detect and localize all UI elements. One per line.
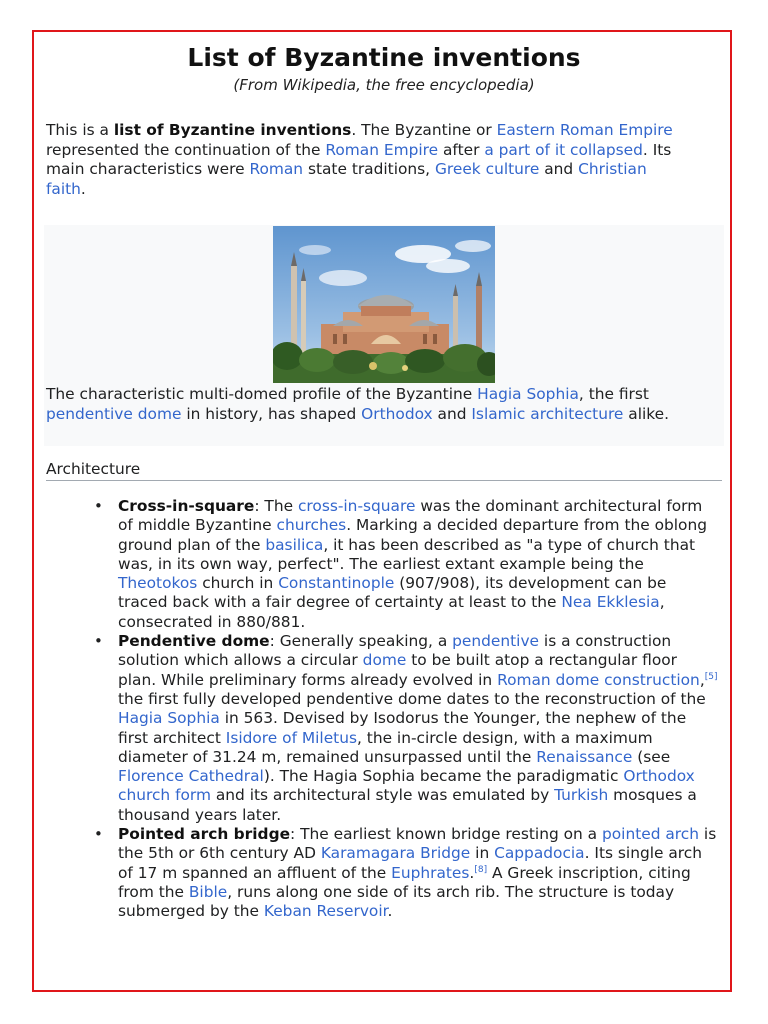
- link-pendentive-dome[interactable]: pendentive dome: [46, 405, 182, 424]
- link-turkish[interactable]: Turkish: [554, 786, 609, 805]
- link-christian-faith[interactable]: Christian faith: [46, 160, 647, 198]
- intro-bold-term: list of Byzantine inventions: [113, 121, 352, 139]
- link-renaissance[interactable]: Renaissance: [536, 747, 633, 766]
- intro-paragraph: This is a list of Byzantine inventions. The Byzantine or Eastern Roman Empire represented the continuation of the Roman Empire after a part of it collapsed. Its main characteristics were Roman state traditions, Greek culture and Christian faith.: [46, 121, 673, 198]
- link-constantinople[interactable]: Constantinople: [278, 574, 395, 593]
- link-hagia-sophia-2[interactable]: Hagia Sophia: [118, 709, 220, 728]
- hagia-sophia-photo[interactable]: [273, 226, 495, 383]
- bullet-icon: •: [94, 825, 103, 844]
- link-dome[interactable]: dome: [362, 651, 407, 670]
- link-roman[interactable]: Roman: [249, 160, 304, 179]
- link-hagia-sophia[interactable]: Hagia Sophia: [477, 385, 579, 403]
- link-isidore-of-miletus[interactable]: Isidore of Miletus: [225, 728, 357, 747]
- reference-link-5[interactable]: [5]: [704, 671, 718, 682]
- link-part-collapsed[interactable]: a part of it collapsed: [484, 140, 643, 159]
- link-cross-in-square[interactable]: cross-in-square: [297, 497, 416, 515]
- item-term: Pointed arch bridge: [118, 825, 291, 844]
- link-eastern-roman-empire[interactable]: Eastern Roman Empire: [496, 121, 673, 139]
- link-pendentive[interactable]: pendentive: [452, 632, 540, 651]
- bullet-icon: •: [94, 632, 103, 651]
- link-roman-dome-construction[interactable]: Roman dome construction: [497, 670, 700, 689]
- page-subtitle: (From Wikipedia, the free encyclopedia): [233, 76, 535, 94]
- page-title: List of Byzantine inventions: [187, 43, 581, 72]
- bullet-icon: •: [94, 497, 103, 515]
- list-item-pendentive-dome: • Pendentive dome: Generally speaking, a pendentive is a construction solution which allows a circular dome to be built atop a rectangular floor plan. While preliminary forms already evolved in Roman dome construction,[5] the first fully developed pendentive dome dates to the reconstruction of the Hagia Sophia in 563. Devised by Isodorus the Younger, the nephew of the first architect Isidore of Miletus, the in-circle design, with a maximum diameter of 31.24 m, remained unsurpassed until the Renaissance (see Florence Cathedral). The Hagia Sophia became the paradigmatic Orthodox church form and its architectural style was emulated by Turkish mosques a thousand years later.: [94, 632, 718, 824]
- inventions-list: [46, 497, 718, 922]
- section-heading-architecture: Architecture: [46, 459, 722, 481]
- link-churches[interactable]: churches: [276, 516, 347, 535]
- link-basilica[interactable]: basilica: [265, 535, 324, 554]
- link-nea-ekklesia[interactable]: Nea Ekklesia: [561, 593, 660, 612]
- list-item-cross-in-square: • Cross-in-square: The cross-in-square was the dominant architectural form of middle Byzantine churches. Marking a decided departure from the oblong ground plan of the basilica, it has been described as "a type of church that was, in its own way, perfect". The earliest extant example being the Theotokos church in Constantinople (907/908), its development can be traced back with a fair degree of certainty at least to the Nea Ekklesia, consecrated in 880/881.: [94, 497, 707, 631]
- link-greek-culture[interactable]: Greek culture: [434, 160, 540, 179]
- link-bible[interactable]: Bible: [188, 882, 228, 901]
- link-orthodox[interactable]: Orthodox: [361, 405, 433, 424]
- list-item-pointed-arch-bridge: • Pointed arch bridge: The earliest known bridge resting on a pointed arch is the 5th or 6th century AD Karamagara Bridge in Cappadocia. Its single arch of 17 m spanned an affluent of the Euphrates.[8] A Greek inscription, citing from the Bible, runs along one side of its arch rib. The structure is today submerged by the Keban Reservoir.: [94, 825, 717, 921]
- figure-caption: The characteristic multi-domed profile of the Byzantine Hagia Sophia, the first pendentive dome in history, has shaped Orthodox and Islamic architecture alike.: [46, 385, 670, 424]
- link-cappadocia[interactable]: Cappadocia: [494, 844, 585, 863]
- item-term: Cross-in-square: [118, 497, 255, 515]
- link-islamic-architecture[interactable]: Islamic architecture: [471, 405, 624, 424]
- reference-link-8[interactable]: [8]: [474, 864, 488, 875]
- link-keban-reservoir[interactable]: Keban Reservoir: [263, 902, 388, 921]
- link-pointed-arch[interactable]: pointed arch: [602, 825, 700, 844]
- link-roman-empire[interactable]: Roman Empire: [325, 140, 439, 159]
- item-term: Pendentive dome: [118, 632, 270, 651]
- link-karamagara-bridge[interactable]: Karamagara Bridge: [320, 844, 471, 863]
- link-florence-cathedral[interactable]: Florence Cathedral: [118, 767, 264, 786]
- link-euphrates[interactable]: Euphrates: [391, 863, 470, 882]
- link-theotokos[interactable]: Theotokos: [118, 574, 198, 593]
- link-orthodox-church-form[interactable]: Orthodox church form: [118, 767, 695, 805]
